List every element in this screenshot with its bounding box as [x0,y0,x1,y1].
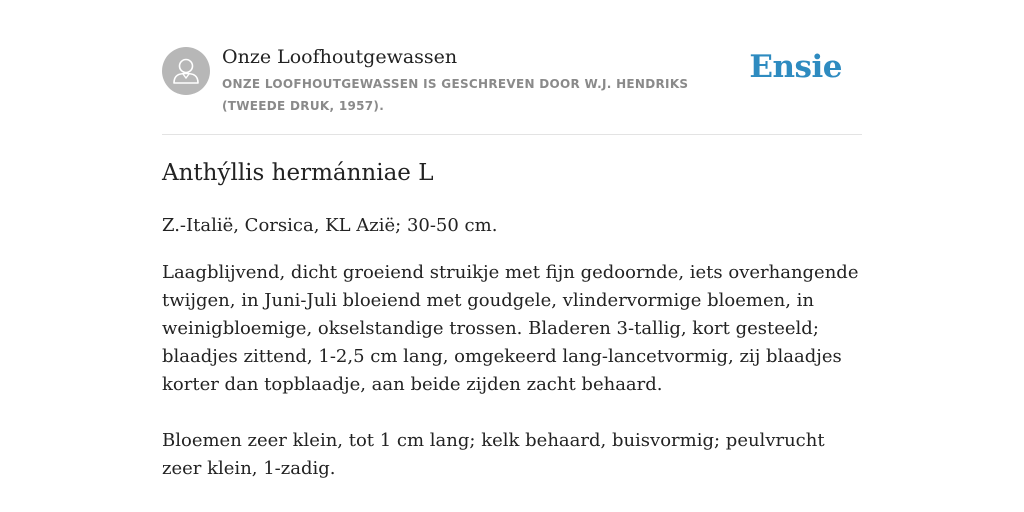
ensie-logo[interactable]: Ensie [749,49,842,85]
source-header [162,44,862,135]
entry-paragraph-flowers: Bloemen zeer klein, tot 1 cm lang; kelk behaard, buisvormig; peulvrucht zeer klein, 1-zadig. [162,430,825,479]
source-description: ONZE LOOFHOUTGEWASSEN IS GESCHREVEN DOOR W.J. HENDRIKS (TWEEDE DRUK, 1957). [222,77,689,113]
entry-paragraph-distribution: Z.-Italië, Corsica, KL Azië; 30-50 cm. [162,215,498,236]
entry-title: Anthýllis hermánniae L [162,160,434,186]
source-title[interactable]: Onze Loofhoutgewassen [222,46,458,68]
entry-paragraph-description: Laagblijvend, dicht groeiend struikje met fijn gedoornde, iets overhangende twijgen, in Juni-Juli bloeiend met goudgele, vlindervormige bloemen, in weinigbloemige, okselstandige trossen. Bladeren 3-tallig, kort gesteeld; blaadjes zittend, 1-2,5 cm lang, omgekeerd lang-lancetvormig, zij blaadjes korter dan topblaadje, aan beide zijden zacht behaard. [162,262,859,395]
user-icon [162,47,210,95]
